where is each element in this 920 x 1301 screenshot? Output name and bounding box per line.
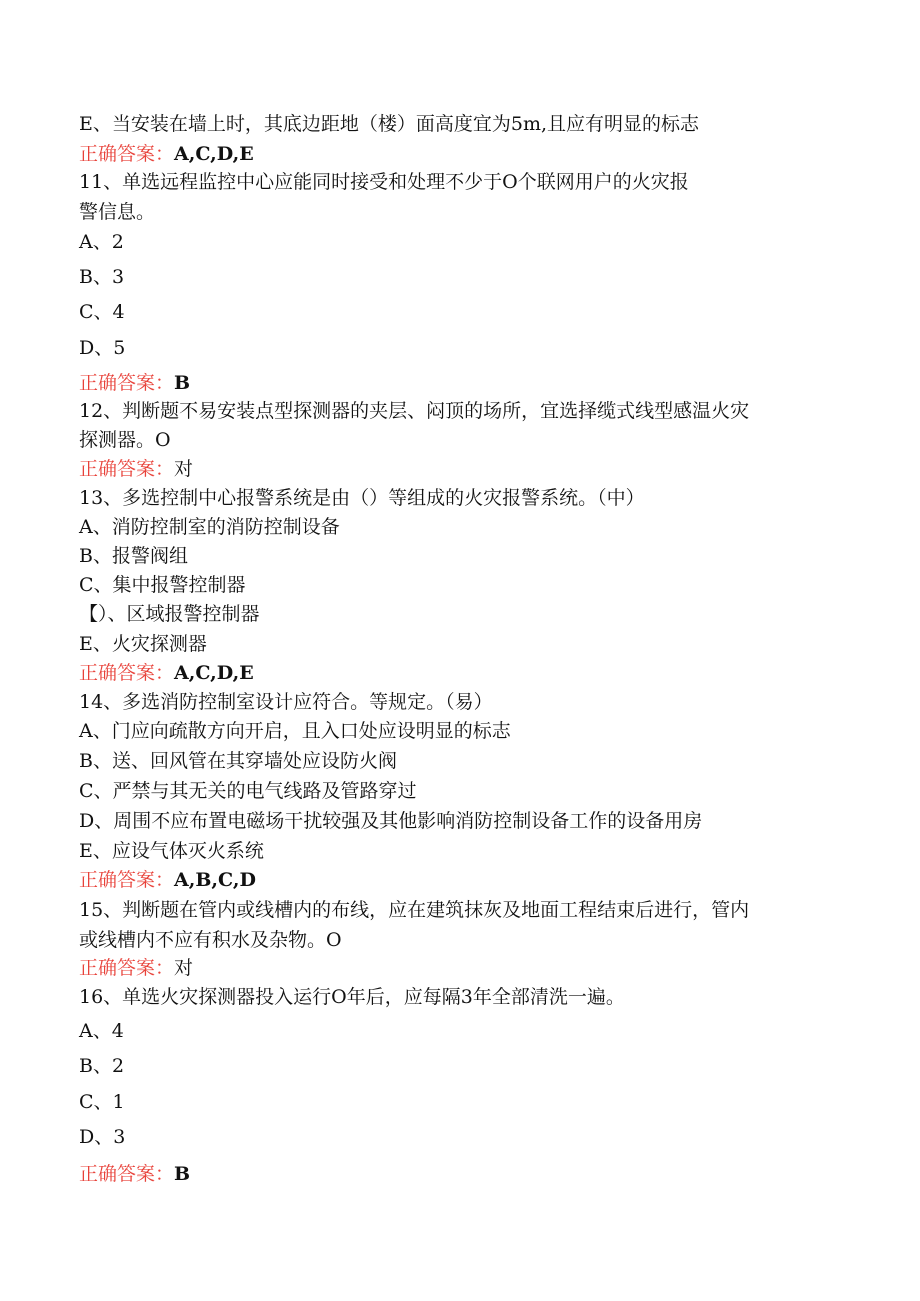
answer-value: A,C,D,E	[174, 143, 254, 165]
q14-option-a: A、门应向疏散方向开启，且入口处应设明显的标志	[79, 720, 511, 742]
answer-value: B	[174, 1163, 191, 1185]
q16-option-c: C、1	[79, 1091, 125, 1113]
q13-option-c: C、集中报警控制器	[79, 574, 246, 596]
q11-option-d: D、5	[79, 337, 126, 359]
q15-answer	[79, 956, 193, 980]
q14-option-c: C、严禁与其无关的电气线路及管路穿过	[79, 780, 417, 802]
answer-value: 对	[174, 957, 194, 979]
q11-option-c: C、4	[79, 301, 125, 323]
q14-option-b: B、送、回风管在其穿墙处应设防火阀	[79, 750, 397, 772]
q16-option-b: B、2	[79, 1055, 125, 1077]
q16-option-d: D、3	[79, 1126, 126, 1148]
q16-stem: 16、单选火灾探测器投入运行O年后，应每隔3年全部清洗一遍。	[79, 986, 625, 1008]
q11-stem-line-2: 警信息。	[79, 201, 156, 223]
answer-label: 正确答案：	[79, 458, 175, 480]
answer-value: B	[174, 372, 191, 394]
answer-label: 正确答案：	[79, 869, 175, 891]
q12-stem-line-2: 探测器。O	[79, 429, 171, 451]
q15-stem-line-2: 或线槽内不应有积水及杂物。O	[79, 929, 342, 951]
q16-answer	[79, 1162, 190, 1186]
answer-label: 正确答案：	[79, 143, 175, 165]
q13-stem: 13、多选控制中心报警系统是由（）等组成的火灾报警系统。（中）	[79, 487, 645, 509]
q13-option-e: E、火灾探测器	[79, 633, 207, 655]
q14-answer	[79, 868, 256, 892]
q12-answer	[79, 457, 193, 481]
q16-option-a: A、4	[79, 1020, 124, 1042]
q14-option-d: D、周围不应布置电磁场干扰较强及其他影响消防控制设备工作的设备用房	[79, 810, 703, 832]
answer-value: A,B,C,D	[174, 869, 256, 891]
answer-label: 正确答案：	[79, 662, 175, 684]
q13-option-d: 【）、区域报警控制器	[79, 603, 260, 625]
answer-value: 对	[174, 458, 194, 480]
q10-option-e: E、当安装在墙上时，其底边距地（楼）面高度宜为5m,且应有明显的标志	[79, 113, 700, 135]
q10-answer	[79, 142, 254, 166]
answer-label: 正确答案：	[79, 1163, 175, 1185]
q11-option-a: A、2	[79, 231, 124, 253]
q11-stem-line-1: 11、单选远程监控中心应能同时接受和处理不少于O个联网用户的火灾报	[79, 171, 689, 193]
answer-label: 正确答案：	[79, 957, 175, 979]
q11-answer	[79, 371, 190, 395]
q13-answer	[79, 661, 254, 685]
answer-value: A,C,D,E	[174, 662, 254, 684]
answer-label: 正确答案：	[79, 372, 175, 394]
q14-stem: 14、多选消防控制室设计应符合。等规定。（易）	[79, 691, 493, 713]
q13-option-a: A、消防控制室的消防控制设备	[79, 516, 340, 538]
q13-option-b: B、报警阀组	[79, 545, 188, 567]
q11-option-b: B、3	[79, 266, 125, 288]
q12-stem-line-1: 12、判断题不易安装点型探测器的夹层、闷顶的场所，宜选择缆式线型感温火灾	[79, 400, 750, 422]
q14-option-e: E、应设气体灭火系统	[79, 840, 264, 862]
q15-stem-line-1: 15、判断题在管内或线槽内的布线，应在建筑抹灰及地面工程结束后进行，管内	[79, 899, 750, 921]
